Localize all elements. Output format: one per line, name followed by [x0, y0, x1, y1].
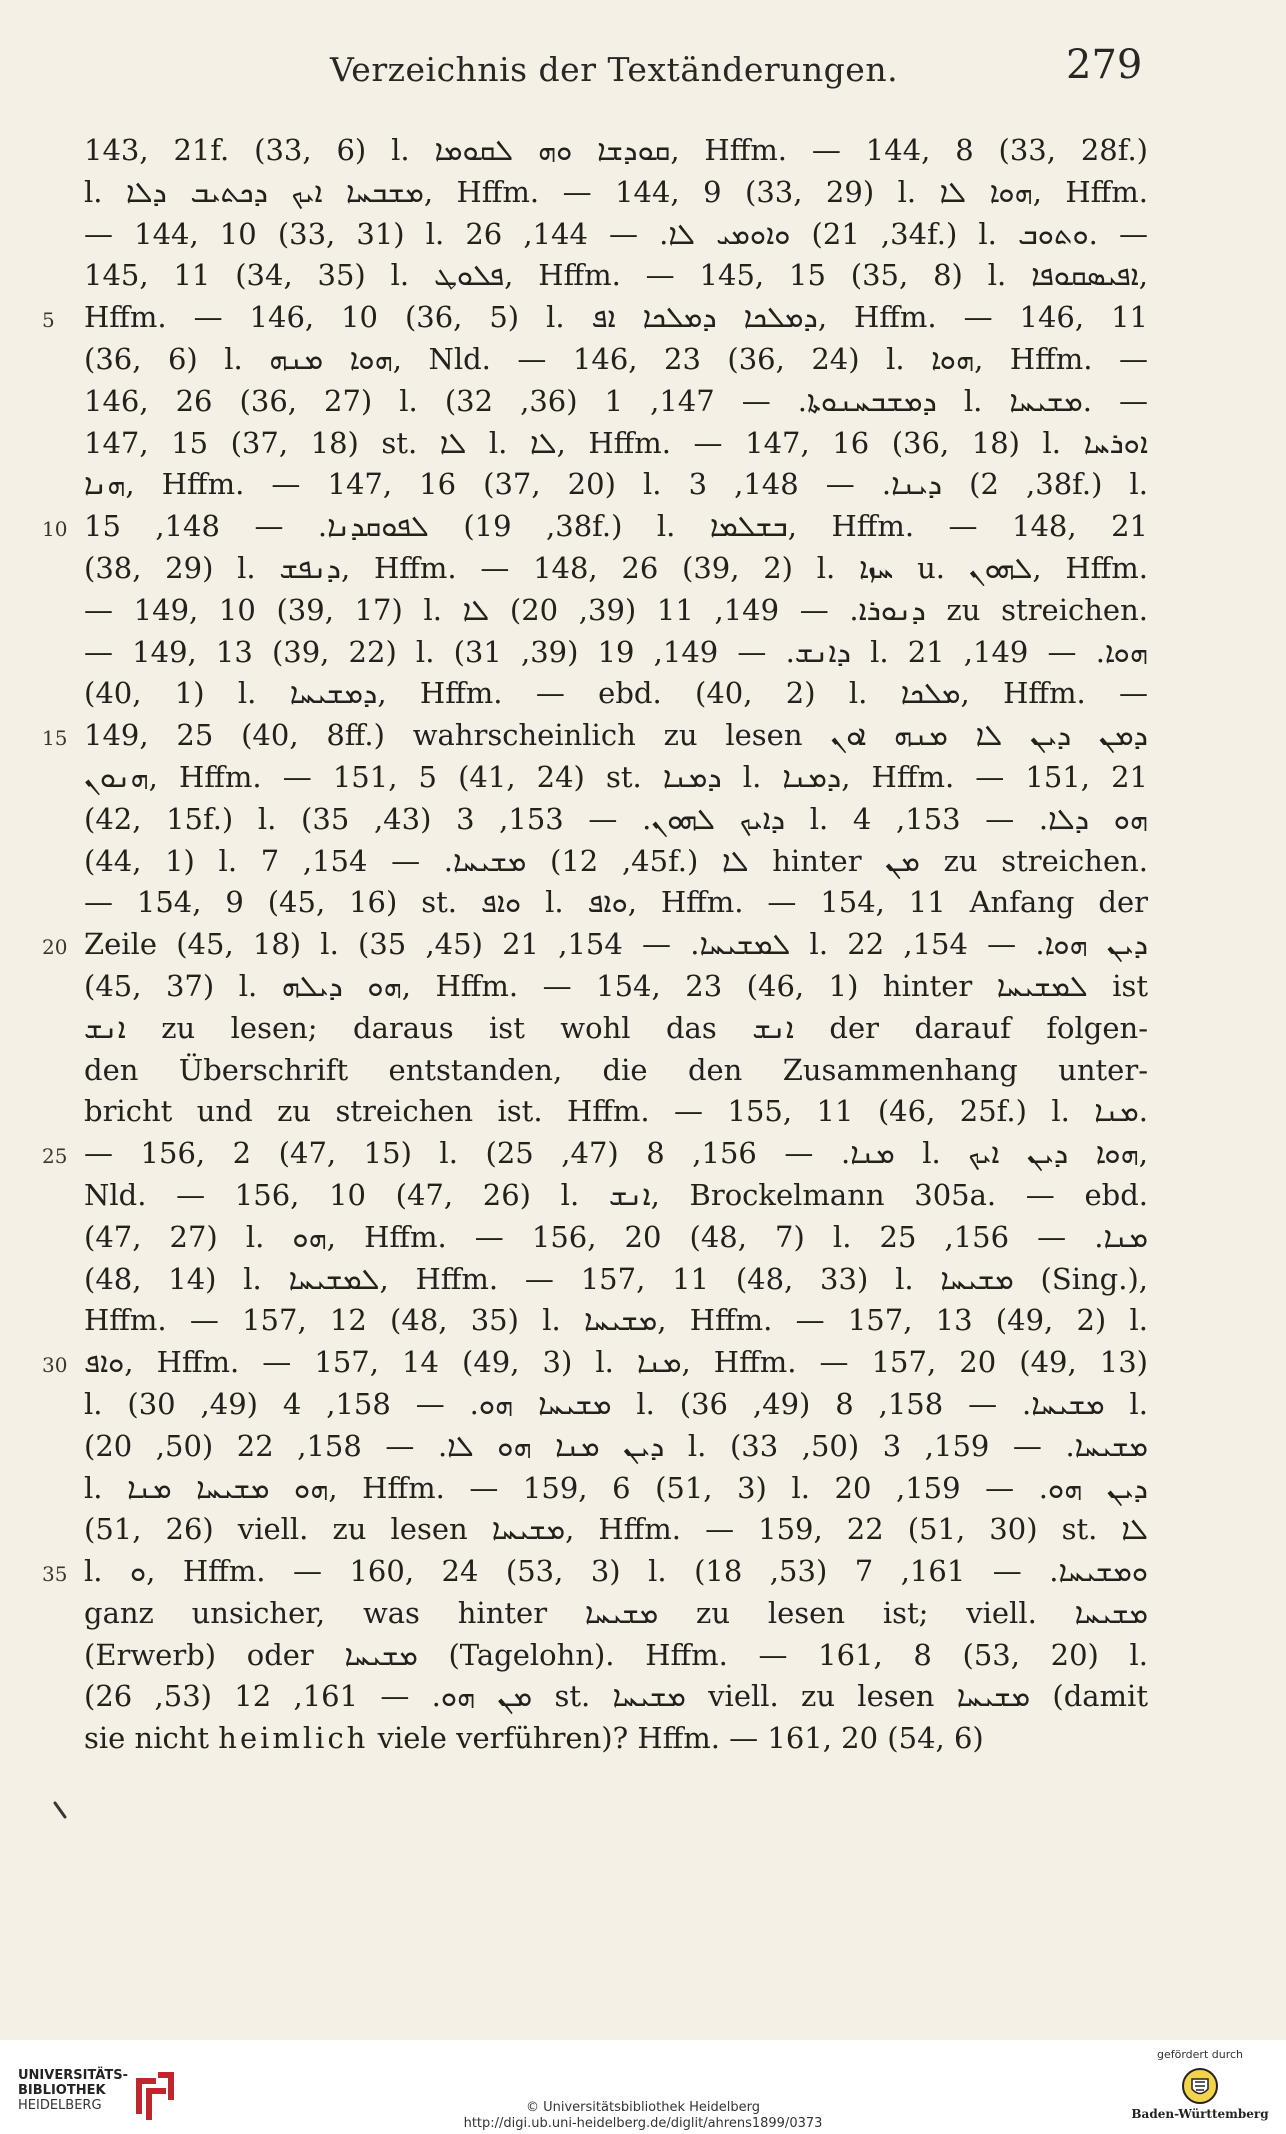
text-line	[84, 1426, 1148, 1468]
text-line	[84, 172, 1148, 214]
text-line	[84, 548, 1148, 590]
line-text	[84, 1718, 1148, 1760]
line-text: l. ܡܫܝܚܐ ܗܘ. — 158, 4 (49, 30) l. ܡܫܝܚܐ. — 158, 8 (49, 36) l.	[84, 1386, 1148, 1421]
text-line	[42, 715, 1149, 757]
text-line	[84, 1635, 1148, 1677]
text-line	[84, 130, 1148, 172]
line-text: Nld. — 156, 10 (47, 26) l. ܐܢܫ, Brockelmann 305a. — ebd.	[84, 1177, 1148, 1212]
text-line	[84, 882, 1148, 924]
line-text: 145, 11 (34, 35) l. ܦܠܘܛ, Hffm. — 145, 15 (35, 8) l. ܐܦܝܣܩܘܦܐ,	[84, 258, 1148, 293]
line-text: (51, 26) viell. zu lesen ܡܫܝܚܐ, Hffm. — 159, 22 (51, 30) st. ܠܐ	[84, 1512, 1148, 1547]
text-line	[84, 966, 1148, 1008]
text-line	[42, 297, 1148, 339]
text-line	[84, 590, 1148, 632]
text-line	[84, 841, 1148, 883]
library-name-line-2: BIBLIOTHEK	[18, 2083, 106, 2098]
line-text: (47, 27) l. ܗܘ, Hffm. — 156, 20 (48, 7) l. ܡܢܐ. — 156, 25	[84, 1219, 1148, 1254]
text-line	[84, 464, 1148, 506]
emphasized-word: heimlich	[218, 1721, 369, 1756]
text-line	[42, 506, 1148, 548]
line-text: (48, 14) l. ܠܡܫܝܚܐ, Hffm. — 157, 11 (48, 33) l. ܡܫܝܚܐ (Sing.),	[84, 1261, 1148, 1296]
line-text: (40, 1) l. ܕܡܫܝܚܐ, Hffm. — ebd. (40, 2) l. ܡܠܟܐ, Hffm. —	[84, 676, 1149, 711]
running-title: Verzeichnis der Textänderungen.	[330, 50, 899, 89]
copyright-notice	[0, 2100, 1286, 2132]
line-text: ܐܢܫ zu lesen; daraus ist wohl das ܐܢܫ der darauf folgen-	[84, 1010, 1148, 1045]
line-text: l. ܗܘ ܡܫܝܚܐ ܡܢܐ, Hffm. — 159, 6 (51, 3) l. ܕܝܢ ܗܘ. — 159, 20	[84, 1470, 1148, 1505]
text-line	[84, 632, 1148, 674]
funder-block	[1130, 2048, 1270, 2121]
text-line	[84, 214, 1148, 256]
line-text: ganz unsicher, was hinter ܡܫܝܚܐ zu lesen ist; viell. ܡܫܝܚܐ	[84, 1595, 1148, 1630]
text-line	[42, 1342, 1148, 1384]
text-line	[84, 339, 1148, 381]
text-line	[84, 1300, 1148, 1342]
permalink-url[interactable]: http://digi.ub.uni-heidelberg.de/diglit/ahrens1899/0373	[463, 2116, 823, 2131]
text-line	[42, 1551, 1148, 1593]
line-text: — 154, 9 (45, 16) st. ܘܐܦ l. ܘܐܦ, Hffm. — 154, 11 Anfang der	[84, 885, 1148, 920]
line-text: (44, 1) l. ܡܫܝܚܐ. — 154, 7 (45, 12f.) ܠܐ hinter ܡܢ zu streichen.	[84, 843, 1149, 878]
page-header	[0, 40, 1286, 100]
text-line	[84, 1593, 1148, 1635]
line-text: 146, 26 (36, 27) l. ܕܡܫܒܚܢܘܬܐ. — 147, 1 (36, 32) l. ܡܫܝܚܐ. —	[84, 383, 1148, 418]
line-number: 15	[42, 726, 68, 751]
text-line	[84, 1384, 1148, 1426]
line-text: Zeile (45, 18) l. ܠܡܫܝܚܐ. — 154, 21 (45, 35) l. ܕܝܢ ܗܘܐ. — 154, 22	[84, 927, 1149, 962]
text-line	[84, 757, 1148, 799]
line-text: den Überschrift entstanden, die den Zusammenhang unter-	[84, 1052, 1148, 1087]
text-line	[84, 381, 1148, 423]
text-line	[84, 1091, 1148, 1133]
line-text: 143, 21f. (33, 6) l. ܩܘܕܫܐ ܘܗ ܠܩܘܡܐ, Hffm. — 144, 8 (33, 28f.)	[84, 133, 1148, 167]
line-text: ܗܢܐ, Hffm. — 147, 16 (37, 20) l. ܕܝܢܐ. — 148, 3 (38, 2f.) l.	[84, 467, 1148, 502]
text-line	[84, 1718, 1148, 1760]
line-number: 30	[42, 1353, 68, 1378]
text-line	[84, 1676, 1148, 1718]
line-text: ܗܢܘܢ, Hffm. — 151, 5 (41, 24) st. ܕܡܢܐ l. ܕܡܢܐ, Hffm. — 151, 21	[84, 759, 1148, 794]
line-text: ܡܢ ܗܘ. — 161, 12 (53, 26) st. ܡܫܝܚܐ viell. zu lesen ܡܫܝܚܐ (damit	[84, 1679, 1148, 1714]
line-text: ܠܦܘܩܕܢܐ. — 148, 15 (38, 19f.) l. ܒܫܠܡܐ, Hffm. — 148, 21	[84, 509, 1148, 544]
line-text: bricht und zu streichen ist. Hffm. — 155, 11 (46, 25f.) l. ܡܢܐ.	[84, 1094, 1148, 1129]
line-text-part: sie nicht	[84, 1721, 219, 1756]
line-text: 147, 15 (37, 18) st. ܠܐ l. ܠܐ, Hffm. — 147, 16 (36, 18) l. ܐܘܪܚܐ	[84, 425, 1148, 460]
line-text: l. ܡܫܒܚܐ ܐܝܟ ܕܟܬܝܒ ܕܠܐ, Hffm. — 144, 9 (33, 29) l. ܗܘܐ ܠܐ, Hffm.	[84, 174, 1148, 209]
funder-label: gefördert durch	[1156, 2048, 1244, 2061]
footer	[0, 2040, 1286, 2134]
text-line	[84, 423, 1148, 465]
line-text: (42, 15f.) l. ܕܐܝܟ ܠܗܘܢ. — 153, 3 (43, 35) l. ܗܘ ܕܠܐ. — 153, 4	[84, 801, 1149, 836]
funder-name: Baden-Württemberg	[1131, 2107, 1269, 2121]
state-coat-of-arms-icon	[1181, 2067, 1219, 2105]
line-text: — 149, 10 (39, 17) l. ܕܢܘܪܐ. — 149, 11 (39, 20) ܠܐ zu streichen.	[84, 592, 1148, 627]
line-text: (38, 29) l. ܕܢܦܫ, Hffm. — 148, 26 (39, 2) l. ܚܙܐ u. ܠܗܘܢ, Hffm.	[84, 550, 1149, 585]
line-text: — 144, 10 (33, 31) l. ܘܐܘܡܝ ܠܐ. — 144, 26 (34, 21f.) l. ܘܬܘܒ. —	[84, 216, 1148, 251]
line-text: — 156, 2 (47, 15) l. ܡܢܐ. — 156, 8 (47, 25) l. ܗܘܐ ܕܝܢ ܐܝܟ,	[84, 1136, 1148, 1171]
text-line	[42, 924, 1149, 966]
library-name-line-3: HEIDELBERG	[18, 2098, 102, 2113]
text-line	[84, 673, 1148, 715]
text-line	[84, 1509, 1148, 1551]
line-text-part: viele verführen)? Hffm. — 161, 20 (54, 6)	[368, 1721, 984, 1756]
line-number: 10	[42, 517, 68, 542]
text-line	[84, 1175, 1148, 1217]
text-line	[42, 1133, 1148, 1175]
line-text: Hffm. — 157, 12 (48, 35) l. ܡܫܝܚܐ, Hffm. — 157, 13 (49, 2) l.	[84, 1303, 1148, 1338]
text-line	[84, 1008, 1148, 1050]
line-text: l. ܘ, Hffm. — 160, 24 (53, 3) l. ܘܡܫܝܚܐ. — 161, 7 (53, 18)	[84, 1554, 1148, 1589]
line-number: 20	[42, 935, 68, 960]
line-text: Hffm. — 146, 10 (36, 5) l. ܕܡܠܟܐ ܕܡܠܟܐ ܐܦ, Hffm. — 146, 11	[84, 300, 1148, 335]
line-number: 25	[42, 1144, 68, 1169]
line-text: (36, 6) l. ܗܘܐ ܡܢܗ, Nld. — 146, 23 (36, 24) l. ܗܘܐ, Hffm. —	[84, 341, 1149, 376]
text-line	[84, 255, 1148, 297]
text-line	[84, 1050, 1148, 1092]
line-text: ܘܐܦ, Hffm. — 157, 14 (49, 3) l. ܡܢܐ, Hffm. — 157, 20 (49, 13)	[84, 1345, 1148, 1380]
text-line	[84, 1468, 1148, 1510]
line-number: 5	[42, 308, 55, 333]
copyright-text: © Universitätsbibliothek Heidelberg	[525, 2100, 760, 2115]
line-text: (Erwerb) oder ܡܫܝܚܐ (Tagelohn). Hffm. — 161, 8 (53, 20) l.	[84, 1637, 1148, 1672]
margin-mark-icon	[52, 1800, 68, 1820]
text-body	[42, 130, 1149, 1760]
line-text: — 149, 13 (39, 22) l. ܕܐܢܫ. — 149, 19 (39, 31) l. ܗܘܐ. — 149, 21	[84, 634, 1148, 669]
line-text: 149, 25 (40, 8ff.) wahrscheinlich zu lesen ܕܡܢ ܕܝܢ ܠܐ ܡܢܗ ܐܘܢ	[84, 718, 1149, 753]
library-name-line-1: UNIVERSITÄTS-	[18, 2068, 128, 2083]
text-line	[84, 799, 1148, 841]
text-line	[84, 1259, 1148, 1301]
text-line	[84, 1217, 1148, 1259]
line-text: ܕܝܢ ܡܢܐ ܗܘ ܠܐ. — 158, 22 (50, 20) l. ܡܫܝܚܐ. — 159, 3 (50, 33)	[84, 1428, 1149, 1463]
line-text: (45, 37) l. ܗܘ ܕܝܠܗ, Hffm. — 154, 23 (46, 1) hinter ܠܡܫܝܚܐ ist	[84, 968, 1149, 1003]
line-number: 35	[42, 1562, 68, 1587]
page-number: 279	[1066, 42, 1143, 88]
